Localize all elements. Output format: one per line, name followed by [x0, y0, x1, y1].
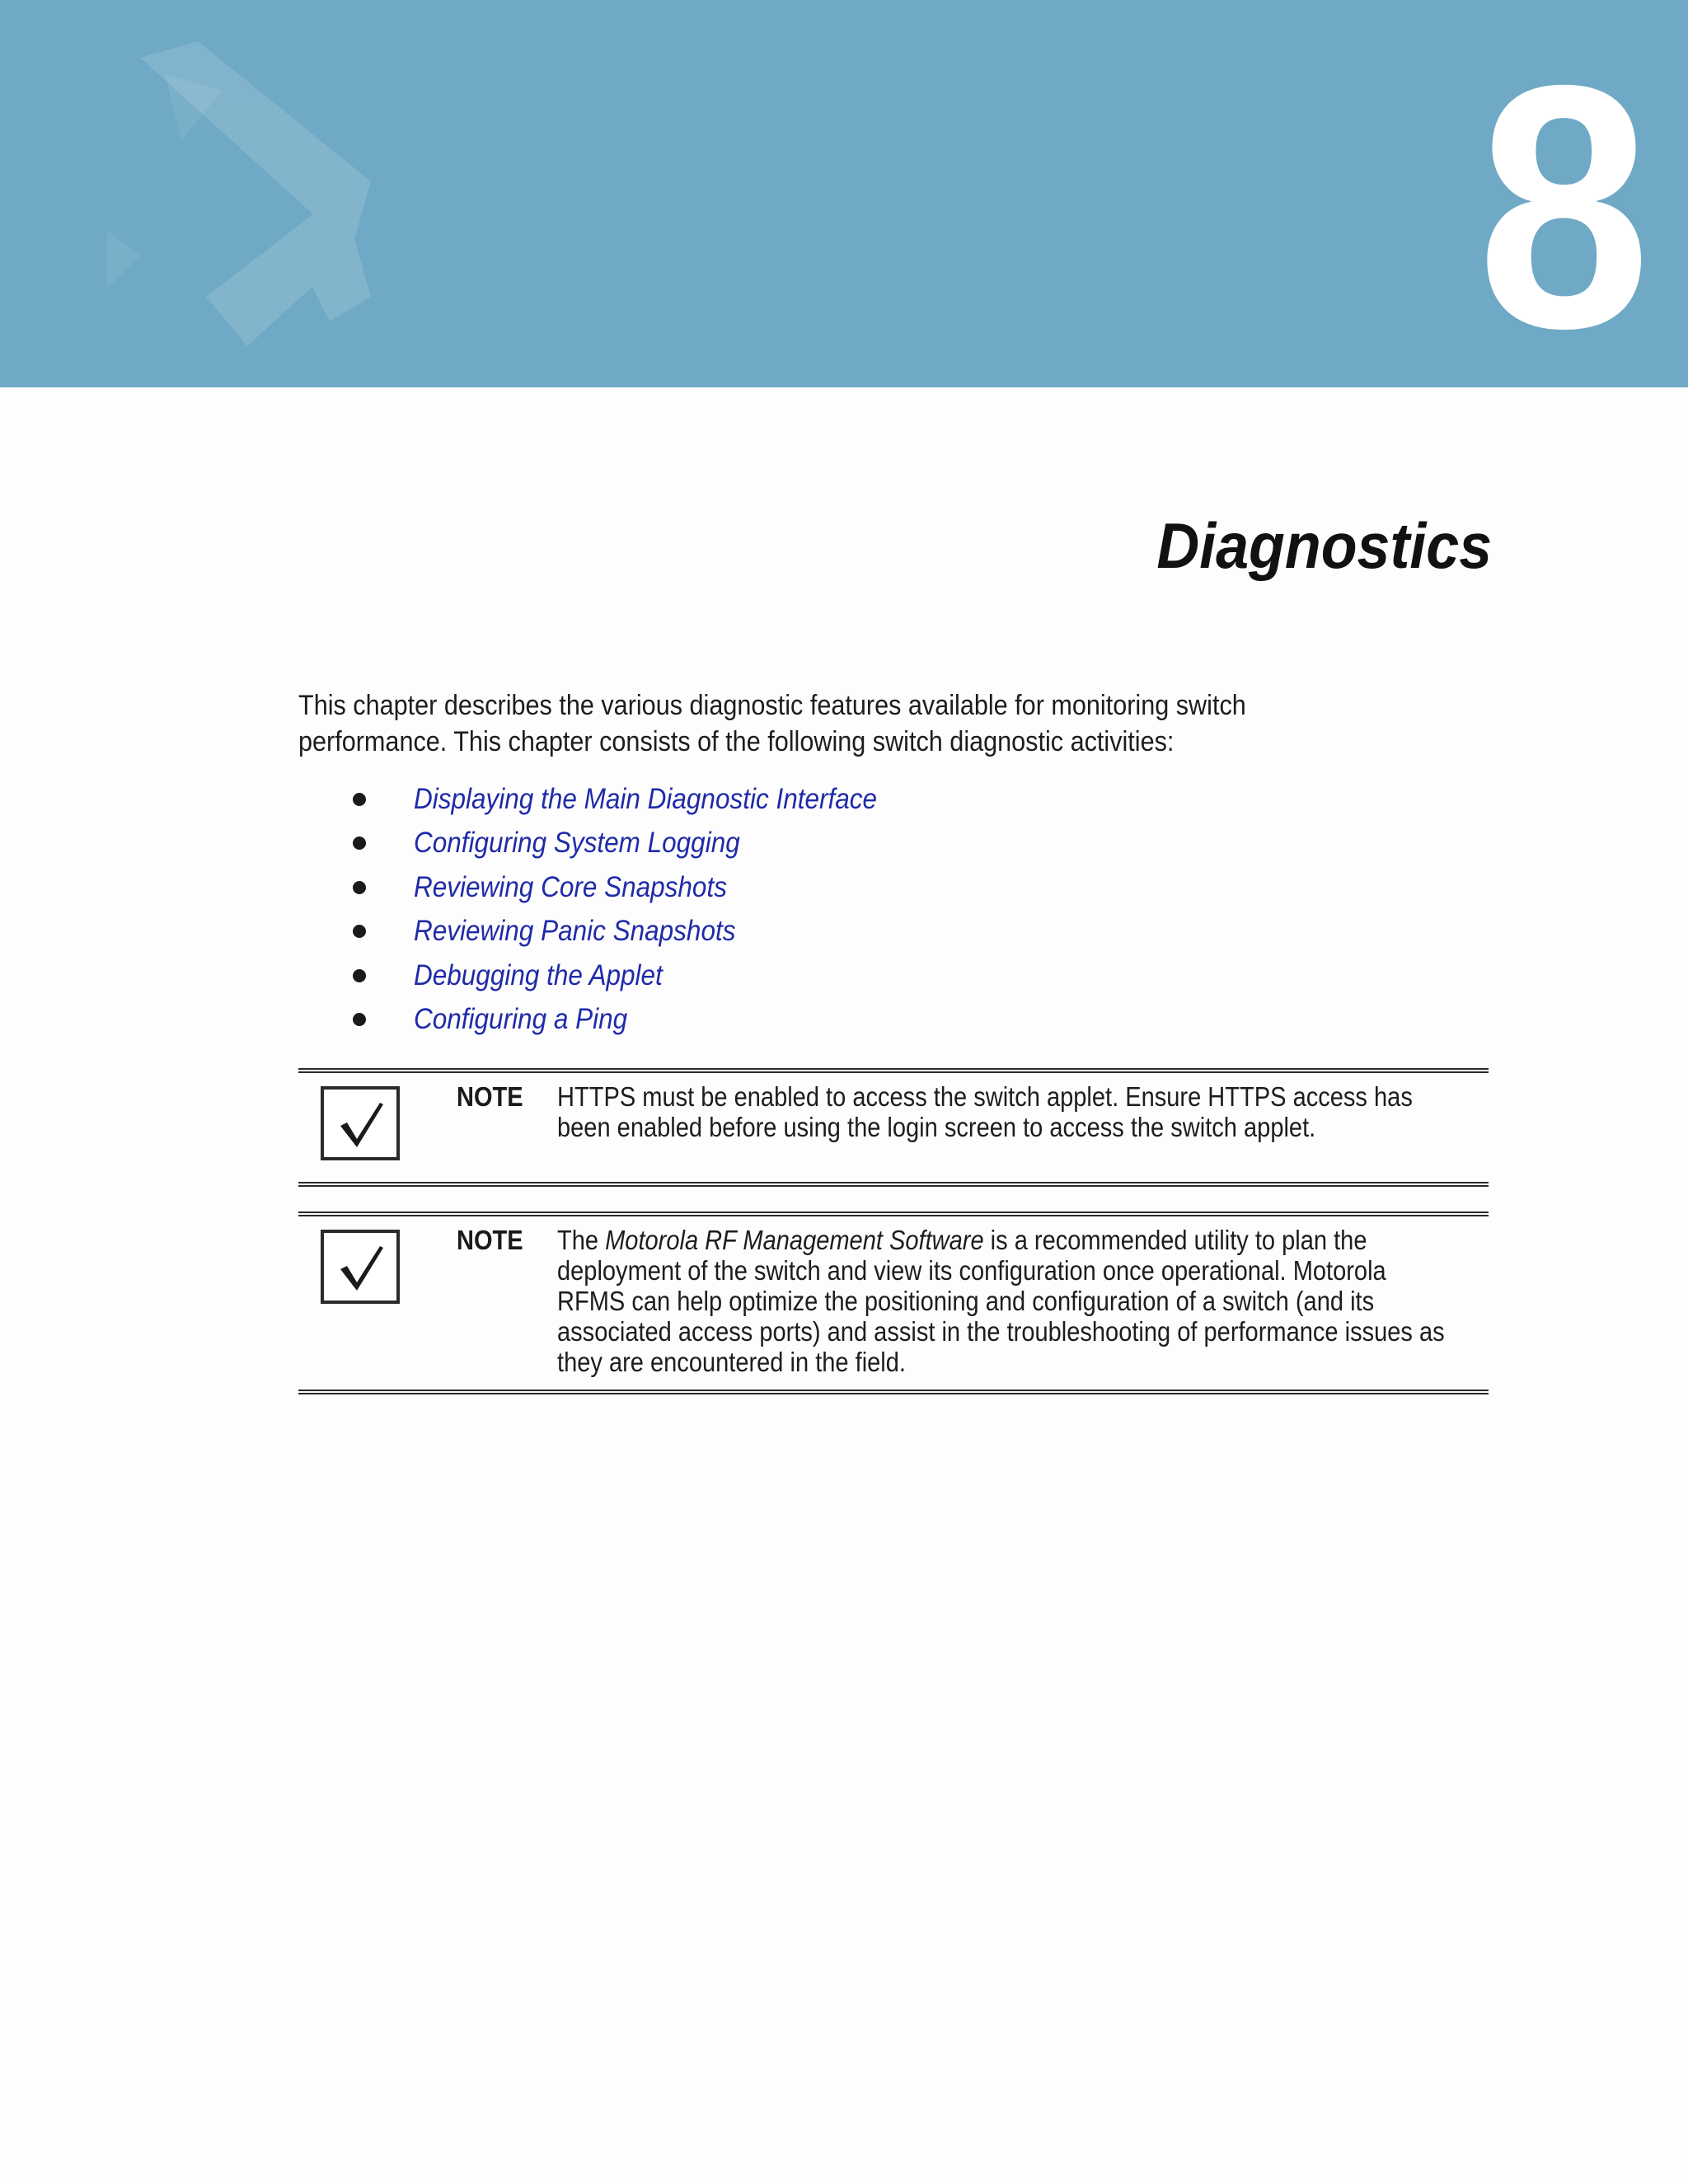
bullet-icon [353, 925, 366, 938]
note-product-name: Motorola RF Management Software [605, 1225, 984, 1255]
topic-link-system-logging[interactable]: Configuring System Logging [414, 827, 740, 860]
topic-list-item [346, 822, 928, 866]
note-text-start: The [557, 1225, 606, 1255]
note-label: NOTE [457, 1225, 523, 1255]
bullet-icon [353, 793, 366, 806]
note-text: HTTPS must be enabled to access the switch applet. Ensure HTTPS access has been enabled before using the login screen to access the switch applet. [557, 1081, 1413, 1142]
note-label: NOTE [457, 1081, 523, 1112]
topic-link-debugging-applet[interactable]: Debugging the Applet [414, 958, 663, 991]
note-text-rest: is a recommended utility to plan the deployment of the switch and view its configuration once operational. Motorola RFMS can help optimize the positioning and configuration of a switch (and its associated access ports) and assist in the troubleshooting of performance issues as they are encountered in the field. [557, 1225, 1445, 1377]
topic-list [346, 777, 928, 1042]
checkmark-box-icon [321, 1086, 400, 1160]
note-rfms [298, 1212, 1489, 1394]
topic-list-item [346, 910, 928, 954]
topic-list-item [346, 954, 928, 998]
checkmark-box-icon [321, 1230, 400, 1304]
checkmark-icon [332, 1240, 390, 1297]
bullet-icon [353, 837, 366, 850]
checkmark-icon [332, 1096, 390, 1154]
topic-list-item [346, 865, 928, 910]
chapter-banner [0, 0, 1688, 387]
note-text [557, 1225, 1449, 1377]
note-https [298, 1068, 1489, 1187]
topic-link-configuring-ping[interactable]: Configuring a Ping [414, 1003, 628, 1036]
bullet-icon [353, 969, 366, 982]
topic-link-panic-snapshots[interactable]: Reviewing Panic Snapshots [414, 915, 736, 948]
bullet-icon [353, 881, 366, 894]
motorola-wing-logo-icon [107, 25, 420, 371]
chapter-title: Diagnostics [1156, 509, 1492, 582]
topic-link-main-diagnostic-interface[interactable]: Displaying the Main Diagnostic Interface [414, 782, 878, 815]
bullet-icon [353, 1013, 366, 1026]
intro-paragraph: This chapter describes the various diagnostic features available for monitoring switch performance. This chapter consists of the following switch diagnostic activities: [298, 690, 1246, 757]
topic-list-item [346, 998, 928, 1043]
chapter-number: 8 [1477, 14, 1643, 387]
topic-list-item [346, 777, 928, 822]
topic-link-core-snapshots[interactable]: Reviewing Core Snapshots [414, 870, 727, 903]
